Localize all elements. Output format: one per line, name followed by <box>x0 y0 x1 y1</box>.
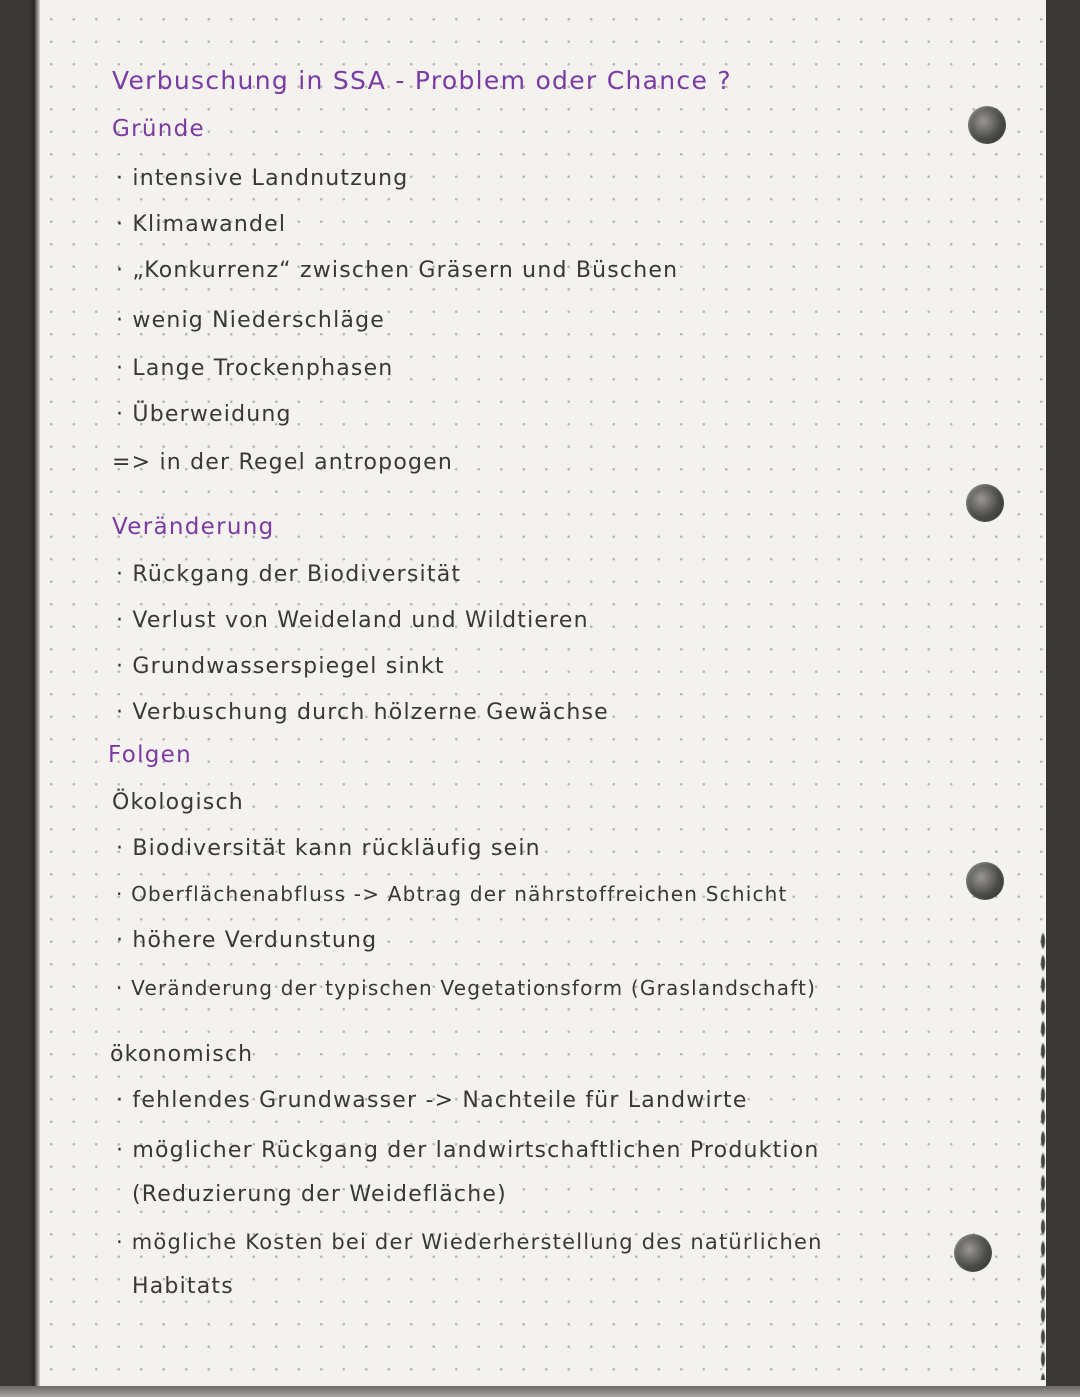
list-item: · Rückgang der Biodiversität <box>116 562 462 587</box>
list-item: · fehlendes Grundwasser -> Nachteile für Landwirte <box>116 1088 748 1113</box>
table-surface <box>0 1386 1080 1397</box>
section-heading-folgen: Folgen <box>108 742 192 768</box>
list-item: · mögliche Kosten bei der Wiederherstellung des natürlichen <box>116 1230 823 1254</box>
section-heading-gruende: Gründe <box>112 116 205 142</box>
page-shadow-edge <box>34 0 40 1390</box>
list-item: · Lange Trockenphasen <box>116 356 394 381</box>
list-item: · „Konkurrenz“ zwischen Gräsern und Büschen <box>116 258 679 283</box>
page-title: Verbuschung in SSA - Problem oder Chance ? <box>112 66 732 95</box>
list-item: · Veränderung der typischen Vegetationsform (Graslandschaft) <box>116 976 817 1000</box>
list-item-continuation: (Reduzierung der Weidefläche) <box>132 1182 507 1207</box>
list-item-continuation: Habitats <box>132 1274 234 1299</box>
list-item: · Oberflächenabfluss -> Abtrag der nährstoffreichen Schicht <box>116 882 788 906</box>
list-item: · intensive Landnutzung <box>116 166 409 191</box>
list-item: · wenig Niederschläge <box>116 308 385 333</box>
list-item: · Verbuschung durch hölzerne Gewächse <box>116 700 609 725</box>
subheading-oekologisch: Ökologisch <box>112 790 244 815</box>
list-item: · Grundwasserspiegel sinkt <box>116 654 445 679</box>
punch-hole-2 <box>966 484 1004 522</box>
punch-hole-1 <box>968 106 1006 144</box>
list-item: · Überweidung <box>116 402 292 427</box>
list-item: · Biodiversität kann rückläufig sein <box>116 836 541 861</box>
list-item: · Klimawandel <box>116 212 287 237</box>
punch-hole-4 <box>954 1234 992 1272</box>
punch-hole-3 <box>966 862 1004 900</box>
subheading-oekonomisch: ökonomisch <box>110 1042 254 1067</box>
binding-marks <box>1040 930 1046 1380</box>
list-item: · möglicher Rückgang der landwirtschaftlichen Produktion <box>116 1138 820 1163</box>
conclusion-line: => in der Regel antropogen <box>112 450 454 475</box>
list-item: · höhere Verdunstung <box>116 928 378 953</box>
section-heading-veraenderung: Veränderung <box>112 514 275 540</box>
list-item: · Verlust von Weideland und Wildtieren <box>116 608 589 633</box>
